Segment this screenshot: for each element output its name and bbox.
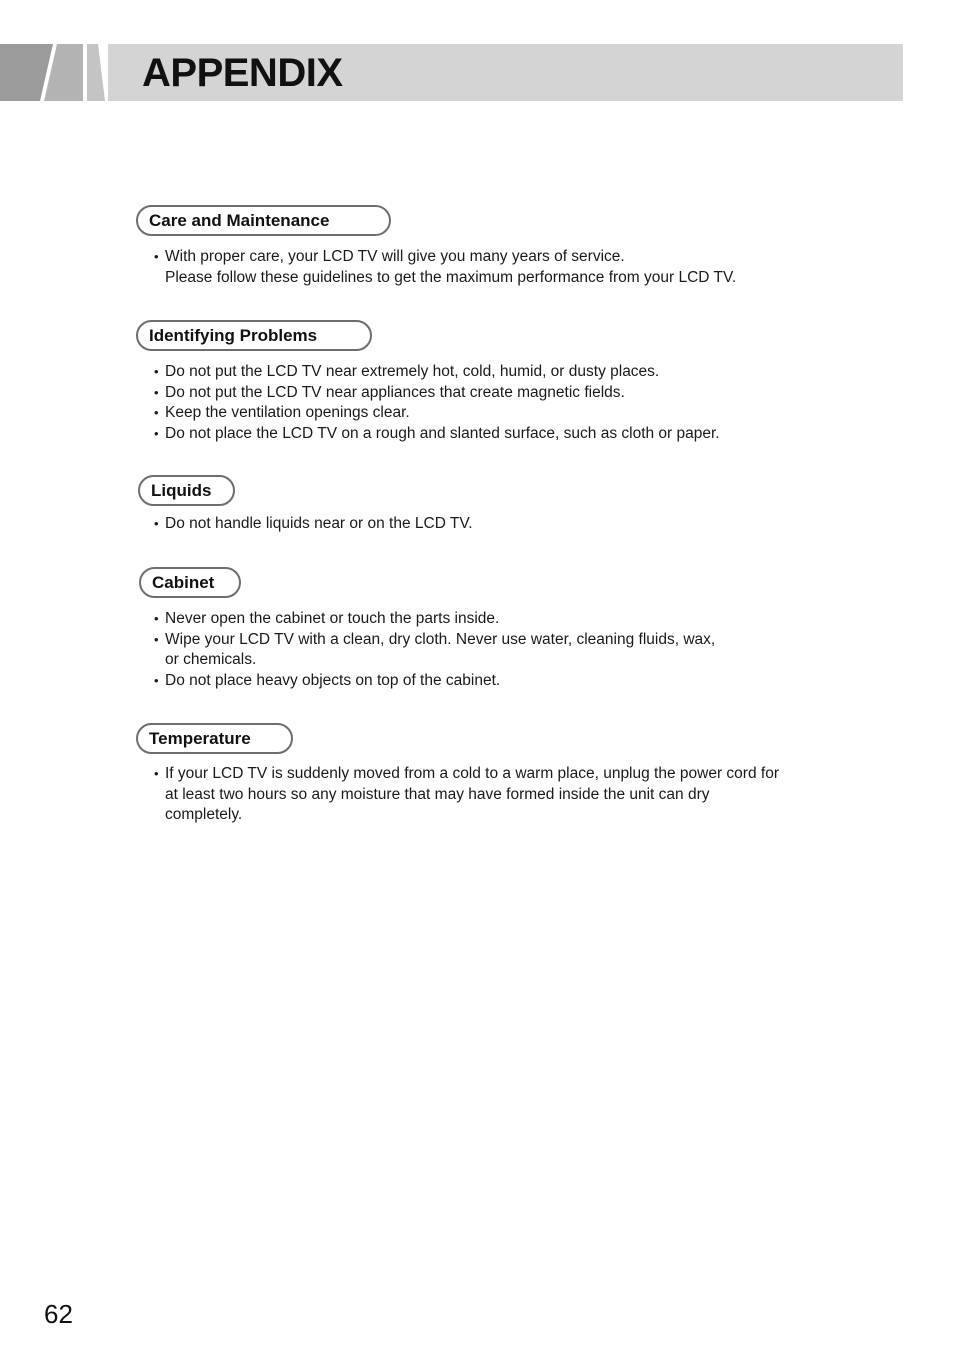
list-item: • Do not put the LCD TV near appliances that create magnetic fields. [154,383,794,404]
list-item: • Keep the ventilation openings clear. [154,403,794,424]
bullet-list [154,609,794,691]
list-item: • Do not put the LCD TV near extremely hot, cold, humid, or dusty places. [154,362,794,383]
list-item: • If your LCD TV is suddenly moved from a cold to a warm place, unplug the power cord for at least two hours so any moisture that may have formed inside the unit can dry completely. [154,764,786,826]
page-number: 62 [44,1299,73,1329]
list-item: • Do not place heavy objects on top of the cabinet. [154,671,794,692]
list-item: • With proper care, your LCD TV will give you many years of service. Please follow these guidelines to get the maximum performance from your LCD TV. [154,247,794,288]
section-heading: Liquids [138,475,235,506]
list-item: • Never open the cabinet or touch the parts inside. [154,609,794,630]
bullet-list [154,514,794,535]
bullet-list [154,247,794,288]
header-stripe-2 [87,44,105,101]
section-heading: Temperature [136,723,293,754]
header-band [0,44,903,101]
section-identifying-problems [136,320,796,442]
bullet-list [154,764,786,826]
section-heading: Cabinet [139,567,241,598]
list-item: • Do not handle liquids near or on the LCD TV. [154,514,794,535]
section-heading: Identifying Problems [136,320,372,351]
section-care-and-maintenance [136,205,796,286]
bullet-list [154,362,794,444]
section-heading: Care and Maintenance [136,205,391,236]
section-liquids [138,475,798,532]
section-temperature [136,723,796,823]
header-band-graphic [0,44,903,101]
section-cabinet [139,567,799,689]
list-item: • Do not place the LCD TV on a rough and slanted surface, such as cloth or paper. [154,424,794,445]
list-item: • Wipe your LCD TV with a clean, dry cloth. Never use water, cleaning fluids, wax, or chemicals. [154,630,794,671]
header-block-left [0,44,53,101]
page-title: APPENDIX [142,51,343,95]
